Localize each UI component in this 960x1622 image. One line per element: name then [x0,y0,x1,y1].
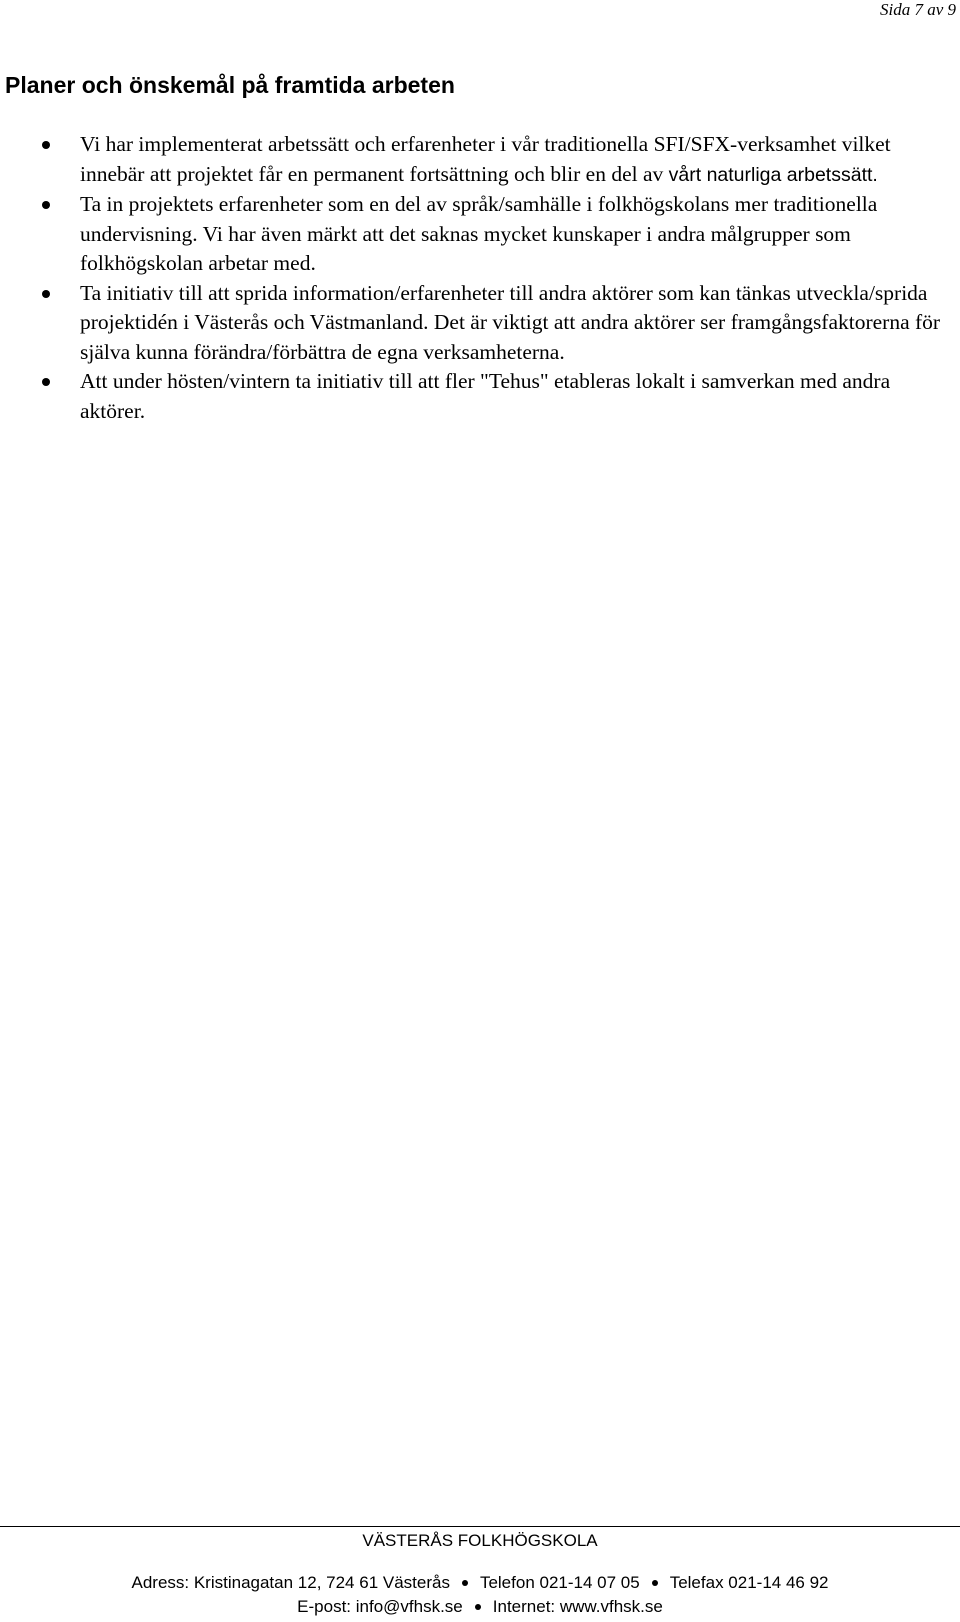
footer-address-line [0,1572,960,1594]
footer-email[interactable]: E-post: info@vfhsk.se [297,1597,463,1616]
separator-dot-icon [475,1604,481,1610]
bullet-text: vårt naturliga arbetssätt. [668,163,878,186]
bullet-dot-icon [42,201,50,209]
bullet-text: Att under hösten/vintern ta initiativ till att fler "Tehus" etableras lokalt i samverkan med andra aktörer. [80,369,891,423]
bullet-text: Vi har implementerat arbetssätt och erfarenheter i vår traditionella SFI/SFX-verksamhet vilket innebär att projektet får en permanent fortsättning och blir en del av [80,132,891,186]
bullet-text: Ta in projektets erfarenheter som en del av språk/samhälle i folkhögskolans mer traditionella undervisning. Vi har även märkt att det saknas mycket kunskaper i andra målgrupper som folkhögskolan arbetar med. [80,192,878,275]
bullet-item [0,367,960,426]
separator-dot-icon [652,1580,658,1586]
footer-fax: Telefax 021-14 46 92 [669,1573,829,1592]
page-number: Sida 7 av 9 [879,0,956,19]
bullet-dot-icon [42,141,50,149]
footer-divider [0,1526,960,1527]
bullet-item [0,279,960,368]
footer-address: Adress: Kristinagatan 12, 724 61 Västerås [131,1573,450,1592]
bullet-list [0,130,960,426]
footer-internet[interactable]: Internet: www.vfhsk.se [492,1597,663,1616]
footer-school-name: VÄSTERÅS FOLKHÖGSKOLA [362,1531,598,1550]
bullet-dot-icon [42,290,50,298]
bullet-item [0,130,960,190]
bullet-item [0,190,960,279]
separator-dot-icon [462,1580,468,1586]
footer-phone: Telefon 021-14 07 05 [479,1573,640,1592]
bullet-dot-icon [42,378,50,386]
section-heading: Planer och önskemål på framtida arbeten [5,72,455,98]
bullet-text: Ta initiativ till att sprida information/erfarenheter till andra aktörer som kan tänkas utveckla/sprida projektidén i Västerås och Västmanland. Det är viktigt att andra aktörer ser framgångsfaktorerna för själva kunna förändra/förbättra de egna verksamheterna. [80,280,941,364]
footer-contact-line [0,1596,960,1618]
